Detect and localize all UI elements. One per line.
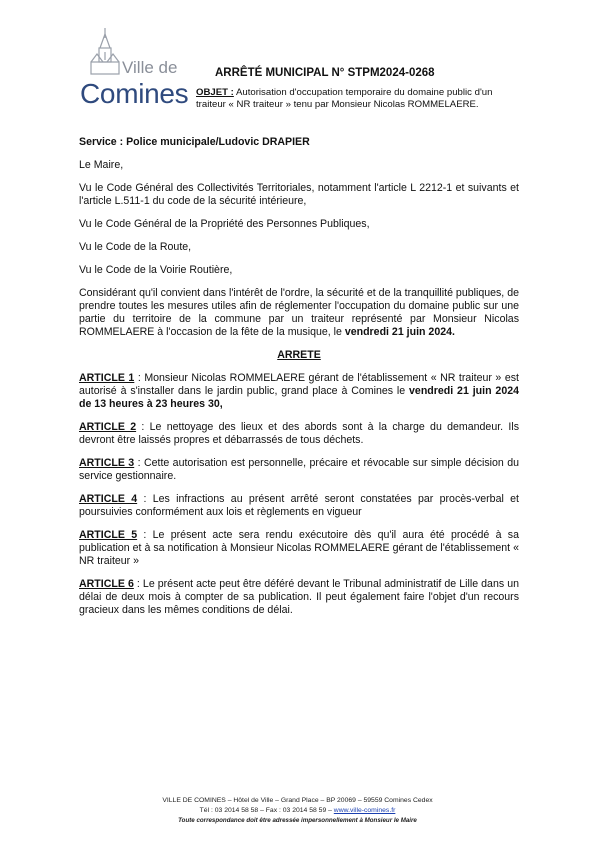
document-body (79, 136, 519, 627)
article-label: ARTICLE 5 (79, 529, 138, 541)
page-title: ARRÊTÉ MUNICIPAL N° STPM2024-0268 (215, 67, 435, 79)
article-label: ARTICLE 3 (79, 457, 135, 469)
article-5 (79, 529, 519, 568)
logo-comines-text: Comines (80, 78, 189, 109)
article-label: ARTICLE 6 (79, 578, 134, 590)
footer-address: VILLE DE COMINES – Hôtel de Ville – Grand Place – BP 20069 – 59559 Comines Cedex (162, 797, 433, 804)
article-label: ARTICLE 1 (79, 372, 135, 384)
article-1 (79, 372, 519, 411)
article-text: : Le nettoyage des lieux et des abords sont à la charge du demandeur. Ils devront être laissés propres et débarrassés de tous déchets. (79, 421, 519, 446)
vu-code-voirie: Vu le Code de la Voirie Routière, (79, 264, 233, 276)
article-text: : Le présent acte sera rendu exécutoire dès qu'il aura été procédé à sa publication et à sa notification à Monsieur Nicolas ROMMELAERE gérant de l'établissement « NR traiteur » (79, 529, 519, 567)
vu-code-route: Vu le Code de la Route, (79, 241, 192, 253)
article-bold-text: vendredi 21 juin 2024 de 13 heures à 23 heures 30, (79, 385, 519, 410)
city-logo (80, 26, 195, 109)
footer-note: Toute correspondance doit être adressée impersonnellement à Monsieur le Maire (178, 817, 417, 824)
article-label: ARTICLE 2 (79, 421, 137, 433)
footer-contact (0, 806, 595, 816)
vu-cgppp: Vu le Code Général de la Propriété des Personnes Publiques, (79, 218, 370, 230)
article-2 (79, 421, 519, 447)
considerant-text: Considérant qu'il convient dans l'intérêt de l'ordre, la sécurité et de la tranquillité publiques, de prendre toutes les mesures utiles afin de réglementer l'occupation du domaine public sur une partie du territoire de la commune par un traiteur représenté par Monsieur Nicolas ROMMELAERE à l'occasion de la fête de la musique, le (79, 287, 519, 338)
arrete-heading: ARRETE (277, 349, 321, 361)
article-label: ARTICLE 4 (79, 493, 138, 505)
page-footer (0, 796, 595, 826)
objet-block (196, 87, 496, 110)
vu-cgct: Vu le Code Général des Collectivités Territoriales, notamment l'article L 2212-1 et suivants et l'article L.511-1 du code de la sécurité intérieure, (79, 182, 519, 207)
objet-text: Autorisation d'occupation temporaire du domaine public d'un traiteur « NR traiteur » tenu par Monsieur Nicolas ROMMELAERE. (196, 87, 493, 110)
website-link[interactable]: www.ville-comines.fr (333, 807, 396, 814)
church-icon (88, 26, 122, 76)
logo-ville-text: Ville de (122, 58, 178, 77)
objet-label: OBJET : (196, 87, 234, 98)
le-maire: Le Maire, (79, 159, 124, 171)
footer-phone-fax: Tél : 03 2014 58 58 – Fax : 03 2014 58 59 – (199, 807, 334, 814)
article-text: : Cette autorisation est personnelle, précaire et révocable sur simple décision du service gestionnaire. (79, 457, 519, 482)
article-4 (79, 493, 519, 519)
article-6 (79, 578, 519, 617)
considerant (79, 287, 519, 339)
article-text: : Les infractions au présent arrêté seront constatées par procès-verbal et poursuivies conformément aux lois et règlements en vigueur (79, 493, 519, 518)
considerant-date: vendredi 21 juin 2024. (344, 326, 455, 338)
article-text: : Monsieur Nicolas ROMMELAERE gérant de l'établissement « NR traiteur » est autorisé à s'installer dans le jardin public, grand place à Comines le (79, 372, 519, 397)
article-text: : Le présent acte peut être déféré devant le Tribunal administratif de Lille dans un délai de deux mois à compter de sa publication. Il peut également faire l'objet d'un recours gracieux dans les mêmes conditions de délai. (79, 578, 519, 616)
article-3 (79, 457, 519, 483)
service-line: Service : Police municipale/Ludovic DRAPIER (79, 136, 310, 148)
